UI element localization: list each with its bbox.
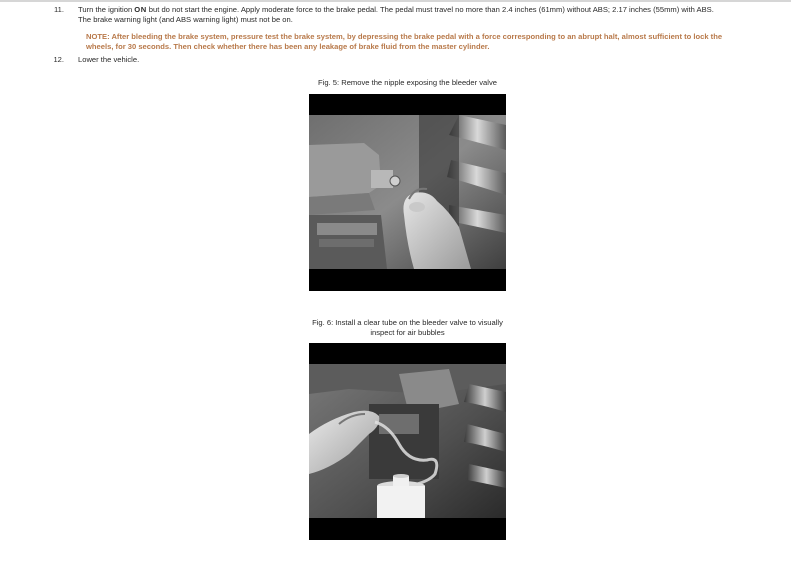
figure-5-caption: Fig. 5: Remove the nipple exposing the bleeder valve	[318, 78, 497, 87]
figure-5-photo	[309, 115, 506, 269]
step-12	[0, 55, 791, 67]
bleeder-tube-photo	[309, 364, 506, 518]
step-text-part: but do not start the engine. Apply moderate force to the brake pedal. The pedal must travel no more than 2.4 inches (61mm) without ABS; 2.17 inches (55mm) with ABS. The brake warning light (and ABS warning light) must not be on.	[78, 5, 714, 24]
top-divider	[0, 0, 791, 2]
step-number: 11.	[54, 5, 64, 14]
step-11	[0, 5, 791, 27]
step-number: 12.	[53, 55, 64, 64]
note-text: NOTE: After bleeding the brake system, pressure test the brake system, by depressing the brake pedal with a force corresponding to an abrupt halt, almost sufficient to lock the wheels, for 30 seconds. Then check whether there has been any leakage of brake fluid from the master cylinder.	[86, 32, 723, 51]
figure-6-caption-line1: Fig. 6: Install a clear tube on the bleeder valve to visually	[312, 318, 503, 327]
figure-6-photo	[309, 364, 506, 518]
figure-6-caption-line2: inspect for air bubbles	[370, 327, 445, 337]
brake-caliper-photo	[309, 115, 506, 269]
step-text: Lower the vehicle.	[78, 55, 140, 64]
step-text-bold: ON	[134, 5, 147, 14]
figure-6-caption	[260, 318, 555, 338]
step-text-part: Turn the ignition	[78, 5, 135, 14]
step-text	[78, 5, 728, 24]
